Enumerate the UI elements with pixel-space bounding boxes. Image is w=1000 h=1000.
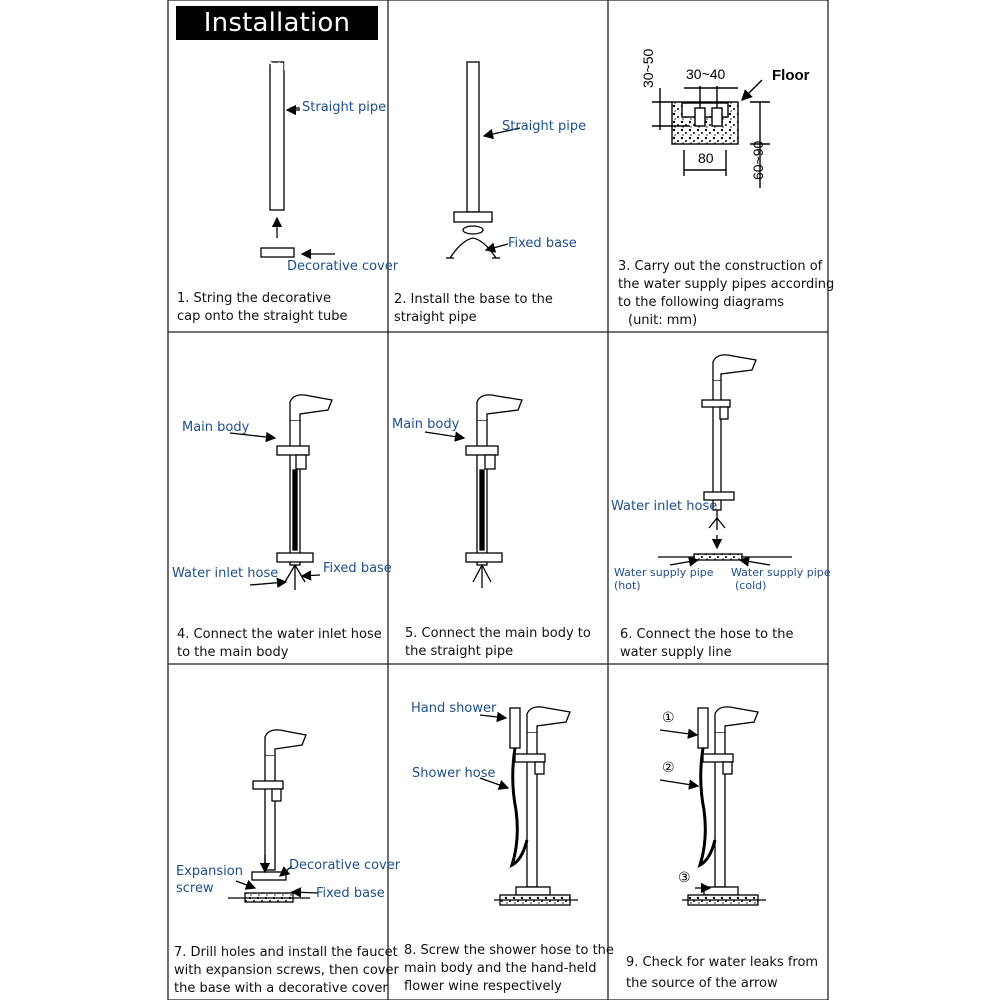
- label-dim-30-50: 30~50: [640, 48, 656, 88]
- marker-1: ①: [662, 710, 675, 726]
- label-shower-hose: Shower hose: [412, 766, 496, 781]
- label-straight-pipe-2: Straight pipe: [502, 119, 587, 134]
- label-water-inlet-hose-4: Water inlet hose: [172, 566, 279, 581]
- label-straight-pipe-1: Straight pipe: [302, 100, 387, 115]
- caption-step-1: 1. String the decorative cap onto the straight tube: [177, 291, 348, 324]
- panel-2-drawing: [446, 62, 520, 258]
- label-dim-30-40: 30~40: [686, 66, 726, 82]
- label-main-body-5: Main body: [392, 417, 460, 432]
- label-hand-shower: Hand shower: [411, 701, 497, 716]
- label-supply-cold-sub: (cold): [735, 579, 767, 592]
- panel-6-drawing: [658, 355, 792, 565]
- label-supply-hot-sub: (hot): [614, 579, 641, 592]
- label-expansion-1: Expansion: [176, 864, 243, 879]
- caption-step-4: 4. Connect the water inlet hose to the main body: [177, 627, 382, 660]
- label-fixed-base-2: Fixed base: [508, 236, 577, 251]
- label-fixed-base-7: Fixed base: [316, 886, 385, 901]
- panel-9-drawing: [660, 707, 766, 905]
- label-decorative-cover-1: Decorative cover: [287, 259, 399, 274]
- caption-step-5: 5. Connect the main body to the straight pipe: [405, 626, 591, 659]
- label-supply-hot: Water supply pipe: [614, 566, 714, 579]
- label-fixed-base-4: Fixed base: [323, 561, 392, 576]
- caption-step-8: 8. Screw the shower hose to the main body and the hand-held flower wine respectively: [404, 943, 614, 994]
- label-expansion-2: screw: [176, 881, 214, 896]
- label-main-body-4: Main body: [182, 420, 250, 435]
- marker-3: ③: [678, 870, 691, 886]
- label-dim-80: 80: [698, 150, 714, 166]
- panel-8-drawing: [480, 707, 578, 905]
- caption-step-6: 6. Connect the hose to the water supply line: [620, 627, 794, 660]
- label-dim-60-90: 60~90: [750, 140, 766, 180]
- caption-step-7: 7. Drill holes and install the faucet with expansion screws, then cover the base with a decorative cover: [174, 945, 399, 996]
- label-supply-cold: Water supply pipe: [731, 566, 831, 579]
- page-title: Installation steps: [176, 6, 378, 40]
- caption-step-3: 3. Carry out the construction of the water supply pipes according to the following diagrams (unit: mm): [618, 259, 835, 328]
- marker-2: ②: [662, 760, 675, 776]
- label-decorative-cover-7: Decorative cover: [289, 858, 401, 873]
- panel-1-drawing: [261, 62, 335, 257]
- caption-step-9: 9. Check for water leaks from the source of the arrow: [626, 955, 819, 991]
- caption-step-2: 2. Install the base to the straight pipe: [394, 292, 553, 325]
- label-floor: Floor: [772, 67, 810, 84]
- label-water-inlet-hose-6: Water inlet hose: [611, 499, 718, 514]
